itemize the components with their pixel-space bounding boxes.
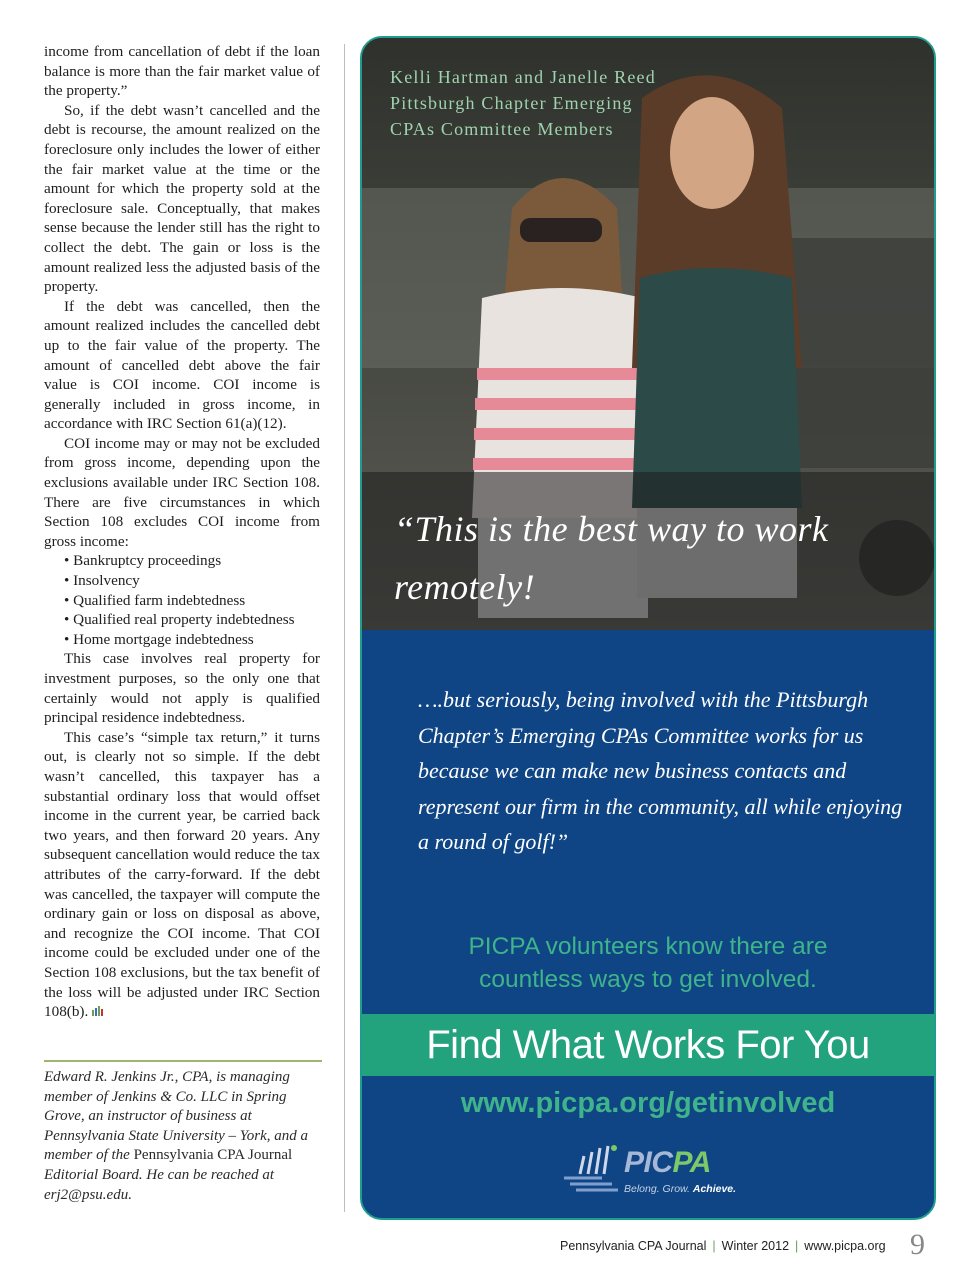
article-paragraph: If the debt was cancelled, then the amount realized includes the cancelled debt up to the fair value of the property. The amount of cancelled debt above the fair value is COI income. COI income is generally included in gross income, in accordance with IRC Section 61(a)(12).: [44, 297, 320, 433]
picpa-logo-icon: [562, 1144, 622, 1192]
article-paragraph: So, if the debt wasn’t cancelled and the debt is recourse, the amount realized on the foreclosure only includes the lower of either the fair market value at the time or the amount for which the property sold at the foreclosure sale. Conceptually, that makes sense because the lender still has the right to collect the debt. The gain or loss is the amount realized less the adjusted basis of the property.: [44, 101, 320, 296]
list-item: • Bankruptcy proceedings: [64, 551, 320, 571]
caption-line: Kelli Hartman and Janelle Reed: [390, 67, 656, 87]
footer-journal: Pennsylvania CPA Journal: [560, 1239, 707, 1253]
picpa-tagline: [624, 1182, 736, 1196]
wordmark-pic: PIC: [624, 1146, 673, 1179]
article-paragraph: COI income may or may not be excluded from gross income, depending upon the exclusions available under IRC Section 108. There are five circumstances in which Section 108 excludes COI income from gross income:: [44, 434, 320, 550]
journal-name: Pennsylvania CPA Journal: [133, 1147, 293, 1164]
testimonial-quote: ….but seriously, being involved with the Pittsburgh Chapter’s Emerging CPAs Committee works for us because we can make new business contacts and represent our firm in the community, all while enjoying a round of golf!”: [418, 687, 903, 854]
bio-text: Edward R. Jenkins Jr., CPA, is managing member of Jenkins & Co. LLC in Spring Grove, an instructor of business at Pennsylvania State University – York, and a member of the: [44, 1069, 308, 1164]
bio-divider: [44, 1060, 322, 1062]
picpa-wordmark: [624, 1146, 711, 1180]
footer-separator: |: [712, 1239, 716, 1253]
column-divider: [344, 44, 345, 1212]
page-number: 9: [910, 1228, 925, 1261]
caption-line: CPAs Committee Members: [390, 119, 614, 139]
article-paragraph-text: This case’s “simple tax return,” it turns out, is clearly not so simple. If the debt wasn’t cancelled, this taxpayer has a substantial ordinary loss that would offset income in the current year, be carried back two years, and then forward 20 years. Any subsequent cancellation would reduce the tax attributes of the carry-forward. If the debt was cancelled, the taxpayer will compute the ordinary gain or loss on disposal as above, and recognize the COI income. That COI income could be excluded under one of the Section 108 exclusions, but the tax benefit of the loss will be adjusted under IRC Section 108(b).: [44, 728, 320, 1021]
volunteers-message: [362, 930, 934, 996]
getinvolved-link[interactable]: www.picpa.org/getinvolved: [460, 1087, 836, 1119]
tagline-text: Belong. Grow.: [624, 1183, 693, 1195]
footer-issue: Winter 2012: [721, 1239, 790, 1253]
article-paragraph: This case involves real property for investment purposes, so the only one that certainly would not apply is qualified principal residence indebtedness.: [44, 650, 320, 727]
footer-separator: |: [795, 1239, 799, 1253]
page-footer: [560, 1238, 886, 1254]
list-item: • Qualified real property indebtedness: [64, 610, 320, 630]
photo-caption: [390, 64, 656, 142]
exclusion-list: [44, 551, 320, 649]
volunteers-photo: [362, 38, 934, 630]
ad-headline: “This is the best way to work remotely!: [394, 509, 829, 607]
bio-text: Editorial Board. He can be reached at erj2@psu.edu.: [44, 1166, 275, 1203]
picpa-advertisement: [360, 36, 936, 1220]
article-column: [44, 42, 320, 1022]
volunteers-line: PICPA volunteers know there are: [468, 933, 828, 960]
list-item: • Home mortgage indebtedness: [64, 630, 320, 650]
picpa-logo: [562, 1142, 762, 1206]
cta-heading: Find What Works For You: [426, 1023, 870, 1067]
end-of-article-icon: [91, 1005, 105, 1017]
volunteers-line: countless ways to get involved.: [479, 966, 817, 993]
list-item: • Qualified farm indebtedness: [64, 591, 320, 611]
list-item: • Insolvency: [64, 571, 320, 591]
caption-line: Pittsburgh Chapter Emerging: [390, 93, 633, 113]
article-paragraph: [44, 728, 320, 1022]
tagline-emphasis: Achieve.: [692, 1183, 737, 1195]
author-bio: [44, 1068, 320, 1205]
footer-site[interactable]: www.picpa.org: [804, 1239, 886, 1253]
wordmark-pa: PA: [672, 1146, 711, 1179]
article-paragraph: income from cancellation of debt if the loan balance is more than the fair market value of the property.”: [44, 43, 320, 100]
